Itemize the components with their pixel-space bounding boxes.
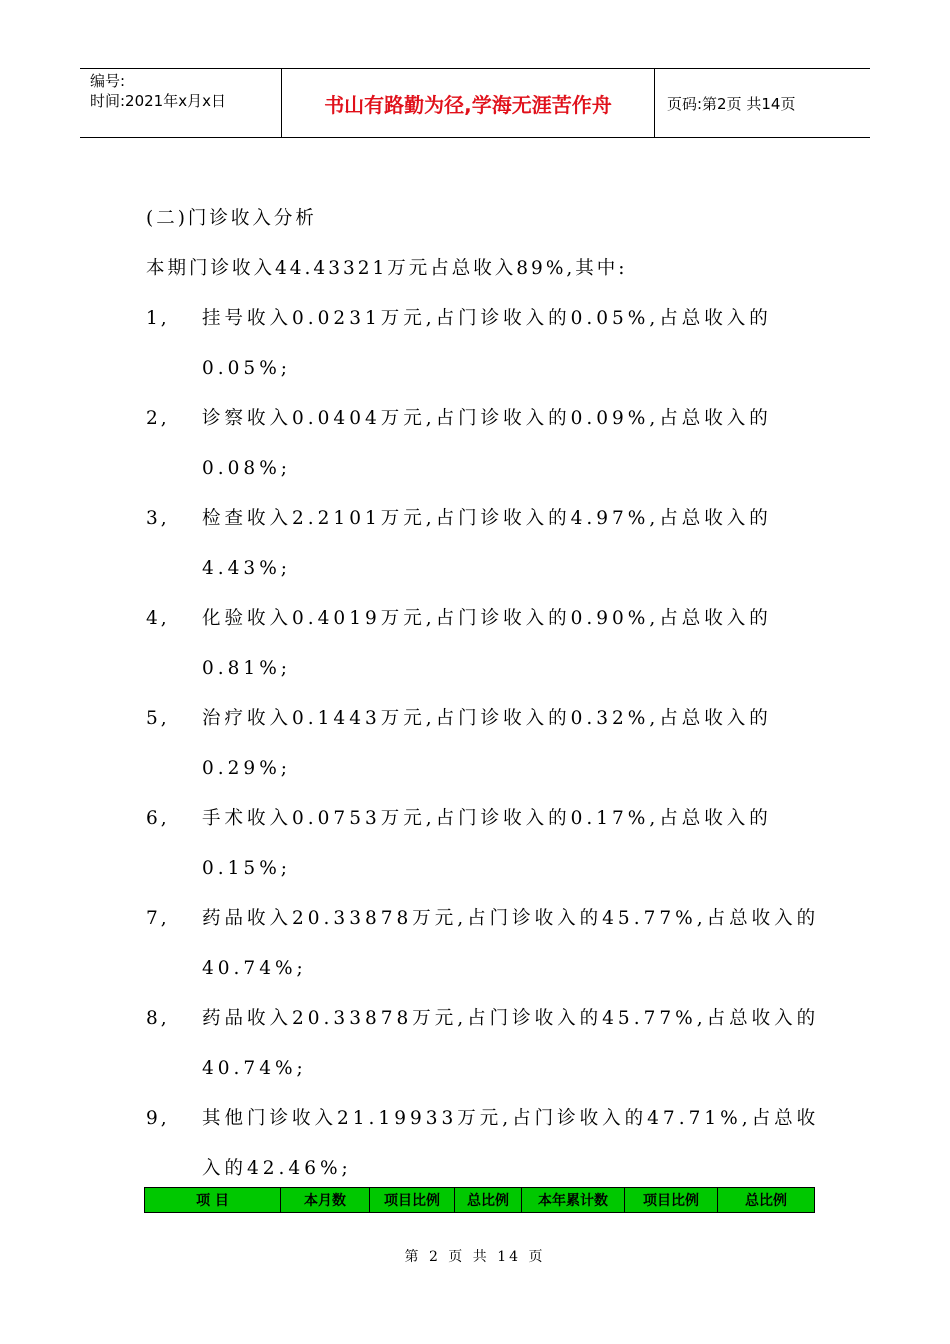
list-item-text: 治疗收入0.1443万元,占门诊收入的0.32%,占总收入的 — [202, 708, 772, 729]
list-item-number: 5, — [146, 708, 170, 729]
list-item-text: 手术收入0.0753万元,占门诊收入的0.17%,占总收入的 — [202, 808, 772, 829]
list-item-number: 3, — [146, 508, 170, 529]
list-item-text-continued: 40.74%; — [202, 1058, 307, 1079]
list-item-number: 2, — [146, 408, 170, 429]
list-item-text: 检查收入2.2101万元,占门诊收入的4.97%,占总收入的 — [202, 508, 772, 529]
list-item-number: 1, — [146, 308, 170, 329]
col-header-total-ratio-ytd: 总比例 — [718, 1188, 815, 1213]
income-table — [144, 1187, 815, 1213]
list-item-number: 4, — [146, 608, 170, 629]
list-item-text-continued: 0.81%; — [202, 658, 292, 679]
header-motto: 书山有路勤为径,学海无涯苦作舟 — [282, 69, 655, 137]
header-meta — [80, 69, 282, 137]
list-item-number: 9, — [146, 1108, 170, 1129]
col-header-month: 本月数 — [281, 1188, 370, 1213]
list-item-number: 8, — [146, 1008, 170, 1029]
list-item — [146, 898, 820, 998]
list-item — [146, 498, 816, 598]
table-header-row — [145, 1188, 815, 1213]
list-item-text-continued: 4.43%; — [202, 558, 292, 579]
document-date-label: 时间:2021年x月x日 — [90, 92, 226, 110]
page-header — [80, 68, 870, 138]
list-item-text: 诊察收入0.0404万元,占门诊收入的0.09%,占总收入的 — [202, 408, 772, 429]
list-item-text-continued: 0.08%; — [202, 458, 292, 479]
list-item-text-continued: 0.05%; — [202, 358, 292, 379]
list-item-number: 6, — [146, 808, 170, 829]
list-item-text-continued: 0.29%; — [202, 758, 292, 779]
list-item — [146, 798, 816, 898]
list-item-text: 挂号收入0.0231万元,占门诊收入的0.05%,占总收入的 — [202, 308, 772, 329]
col-header-total-ratio: 总比例 — [455, 1188, 522, 1213]
list-item-text: 化验收入0.4019万元,占门诊收入的0.90%,占总收入的 — [202, 608, 772, 629]
list-item-text-continued: 40.74%; — [202, 958, 307, 979]
intro-paragraph: 本期门诊收入44.43321万元占总收入89%,其中: — [146, 258, 628, 279]
list-item — [146, 598, 816, 698]
list-item-text: 药品收入20.33878万元,占门诊收入的45.77%,占总收入的 — [202, 1008, 820, 1029]
col-header-item-ratio-ytd: 项目比例 — [625, 1188, 718, 1213]
col-header-item-ratio: 项目比例 — [370, 1188, 455, 1213]
header-page-info: 页码:第2页 共14页 — [667, 94, 796, 113]
section-title: (二)门诊收入分析 — [146, 208, 317, 229]
document-body — [146, 198, 820, 1198]
list-item — [146, 1098, 820, 1198]
list-item-text-continued: 0.15%; — [202, 858, 292, 879]
list-item-text: 药品收入20.33878万元,占门诊收入的45.77%,占总收入的 — [202, 908, 820, 929]
list-item — [146, 698, 816, 798]
list-item — [146, 998, 820, 1098]
list-item-text: 其他门诊收入21.19933万元,占门诊收入的47.71%,占总收 — [202, 1108, 820, 1129]
col-header-ytd: 本年累计数 — [522, 1188, 625, 1213]
page-footer: 第 2 页 共 14 页 — [404, 1249, 546, 1265]
document-number-label: 编号: — [90, 72, 126, 90]
list-item — [146, 298, 816, 398]
list-item-number: 7, — [146, 908, 170, 929]
list-item-text-continued: 入的42.46%; — [202, 1158, 352, 1179]
list-item — [146, 398, 816, 498]
col-header-item: 项 目 — [145, 1188, 281, 1213]
